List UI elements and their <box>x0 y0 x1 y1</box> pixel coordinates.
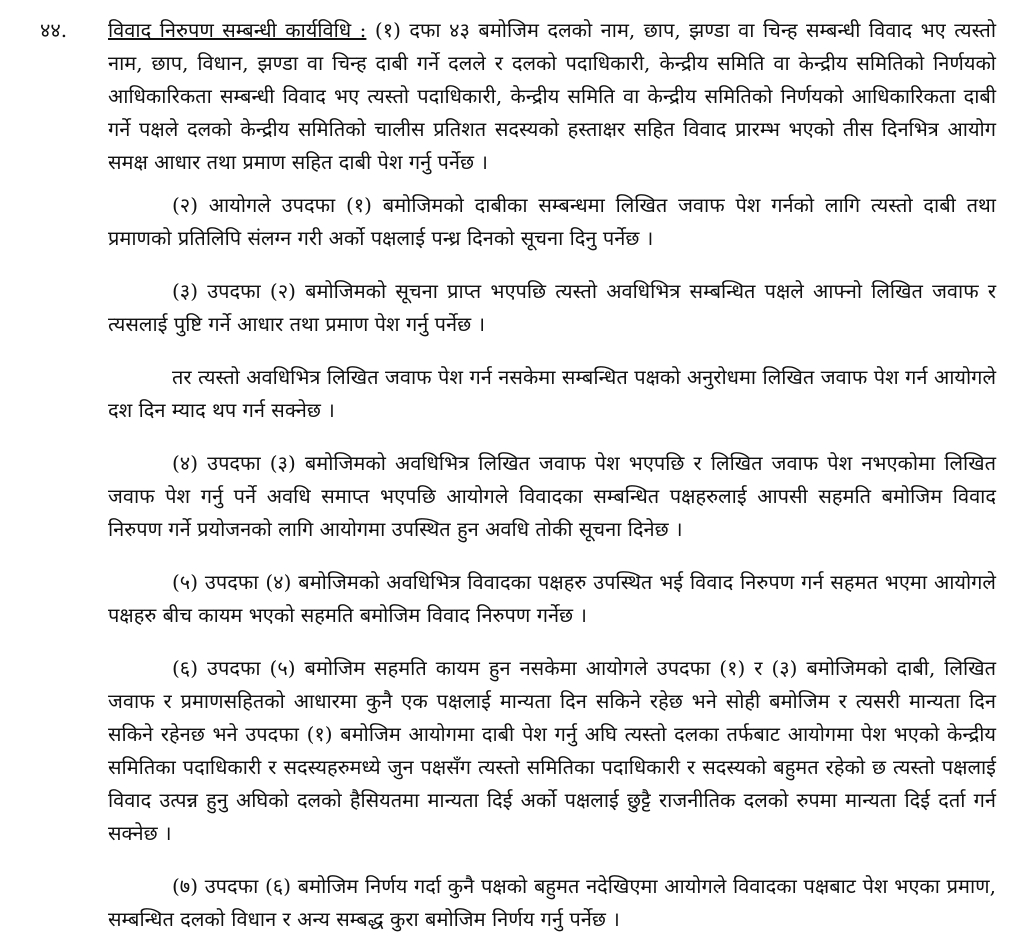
clause-5: (५) उपदफा (४) बमोजिमको अवधिभित्र विवादका पक्षहरु उपस्थित भई विवाद निरुपण गर्न सहमत भएमा आयोगले पक्षहरु बीच कायम भएको सहमति बमोजिम विवाद निरुपण गर्नेछ । <box>108 570 996 627</box>
clause-3-proviso: तर त्यस्तो अवधिभित्र लिखित जवाफ पेश गर्न नसकेमा सम्बन्धित पक्षको अनुरोधमा लिखित जवाफ पेश गर्न आयोगले दश दिन म्याद थप गर्न सक्नेछ । <box>108 365 996 422</box>
clause-2: (२) आयोगले उपदफा (१) बमोजिमको दाबीका सम्बन्धमा लिखित जवाफ पेश गर्नको लागि त्यस्तो दाबी तथा प्रमाणको प्रतिलिपि संलग्न गरी अर्को पक्षलाई पन्ध्र दिनको सूचना दिनु पर्नेछ । <box>108 193 996 250</box>
section-heading: विवाद निरुपण सम्बन्धी कार्यविधि : <box>108 18 367 42</box>
clause-3: (३) उपदफा (२) बमोजिमको सूचना प्राप्त भएपछि त्यस्तो अवधिभित्र सम्बन्धित पक्षले आफ्नो लिखित जवाफ र त्यसलाई पुष्टि गर्ने आधार तथा प्रमाण पेश गर्नु पर्नेछ । <box>108 279 996 336</box>
section-number: ४४. <box>40 18 68 42</box>
clause-6: (६) उपदफा (५) बमोजिम सहमति कायम हुन नसकेमा आयोगले उपदफा (१) र (३) बमोजिमको दाबी, लिखित जवाफ र प्रमाणसहितको आधारमा कुनै एक पक्षलाई मान्यता दिन सकिने रहेछ भने सोही बमोजिम र त्यसरी मान्यता दिन सकिने रहेनछ भने उपदफा (१) बमोजिम आयोगमा दाबी पेश गर्नु अघि त्यस्तो दलका तर्फबाट आयोगमा पेश भएको केन्द्रीय समितिका पदाधिकारी र सदस्यहरुमध्ये जुन पक्षसँग त्यस्तो समितिका पदाधिकारी र सदस्यको बहुमत रहेको छ त्यस्तो पक्षलाई विवाद उत्पन्न हुनु अघिको दलको हैसियतमा मान्यता दिई अर्को पक्षलाई छुट्टै राजनीतिक दलको रुपमा मान्यता दिई दर्ता गर्न सक्नेछ । <box>108 656 996 845</box>
section-intro <box>108 14 996 179</box>
section-body: (१) दफा ४३ बमोजिम दलको नाम, छाप, झण्डा वा चिन्ह सम्बन्धी विवाद भए त्यस्तो नाम, छाप, विधान, झण्डा वा चिन्ह दाबी गर्ने दलले र दलको पदाधिकारी, केन्द्रीय समिति वा केन्द्रीय समितिको निर्णयको आधिकारिकता सम्बन्धी विवाद भए त्यस्तो पदाधिकारी, केन्द्रीय समिति वा केन्द्रीय समितिको निर्णयको आधिकारिकता दाबी गर्ने पक्षले दलको केन्द्रीय समितिको चालीस प्रतिशत सदस्यको हस्ताक्षर सहित विवाद प्रारम्भ भएको तीस दिनभित्र आयोग समक्ष आधार तथा प्रमाण सहित दाबी पेश गर्नु पर्नेछ । <box>108 18 996 174</box>
clause-4: (४) उपदफा (३) बमोजिमको अवधिभित्र लिखित जवाफ पेश भएपछि र लिखित जवाफ पेश नभएकोमा लिखित जवाफ पेश गर्नु पर्ने अवधि समाप्त भएपछि आयोगले विवादका सम्बन्धित पक्षहरुलाई आपसी सहमति बमोजिम विवाद निरुपण गर्ने प्रयोजनको लागि आयोगमा उपस्थित हुन अवधि तोकी सूचना दिनेछ । <box>108 451 996 541</box>
clause-7: (७) उपदफा (६) बमोजिम निर्णय गर्दा कुनै पक्षको बहुमत नदेखिएमा आयोगले विवादका पक्षबाट पेश भएका प्रमाण, सम्बन्धित दलको विधान र अन्य सम्बद्ध कुरा बमोजिम निर्णय गर्नु पर्नेछ । <box>108 874 996 931</box>
section-44 <box>40 14 996 936</box>
section-header <box>40 14 996 179</box>
